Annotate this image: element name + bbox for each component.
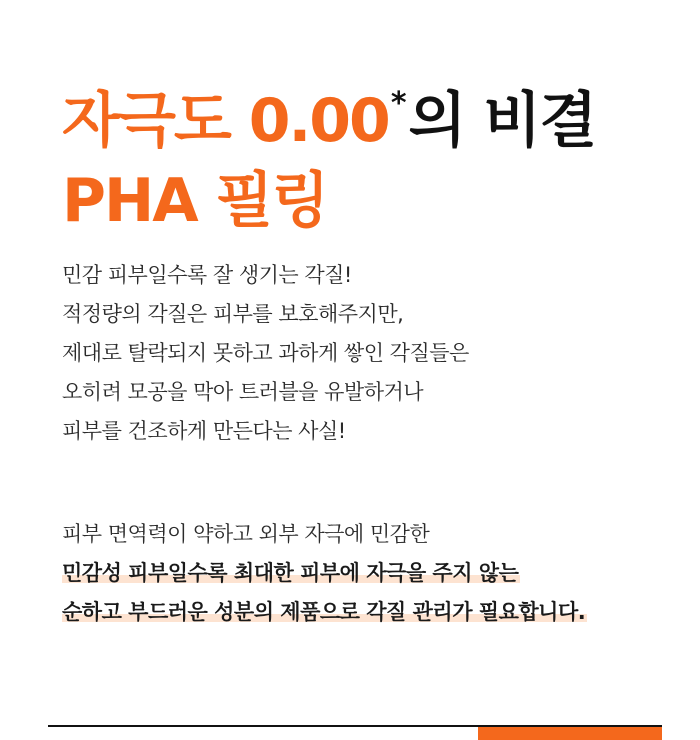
highlighted-text: 순하고 부드러운 성분의 제품으로 각질 관리가 필요합니다.: [62, 600, 586, 624]
paragraph-1-line: 제대로 탈락되지 못하고 과하게 쌓인 각질들은: [62, 341, 469, 365]
paragraph-1: [62, 256, 469, 451]
paragraph-1-line: 피부를 건조하게 만든다는 사실!: [62, 419, 346, 443]
asterisk-mark: *: [390, 86, 405, 121]
footer-accent-bar: [478, 727, 662, 740]
paragraph-2-highlight-line: [62, 554, 587, 593]
paragraph-1-line: 적정량의 각질은 피부를 보호해주지만,: [62, 302, 404, 326]
paragraph-2-highlight-line: [62, 593, 587, 632]
paragraph-2-intro: 피부 면역력이 약하고 외부 자극에 민감한: [62, 522, 430, 546]
headline-rest-text: 의 비결: [408, 86, 596, 156]
paragraph-2: [62, 515, 587, 632]
paragraph-1-line: 민감 피부일수록 잘 생기는 각질!: [62, 263, 352, 287]
paragraph-1-line: 오히려 모공을 막아 트러블을 유발하거나: [62, 380, 424, 404]
headline: [62, 64, 595, 241]
headline-line-1: [62, 64, 595, 161]
headline-accent-text: 자극도 0.00: [62, 86, 389, 156]
headline-line-2: PHA 필링: [62, 166, 328, 236]
highlighted-text: 민감성 피부일수록 최대한 피부에 자극을 주지 않는: [62, 561, 519, 585]
